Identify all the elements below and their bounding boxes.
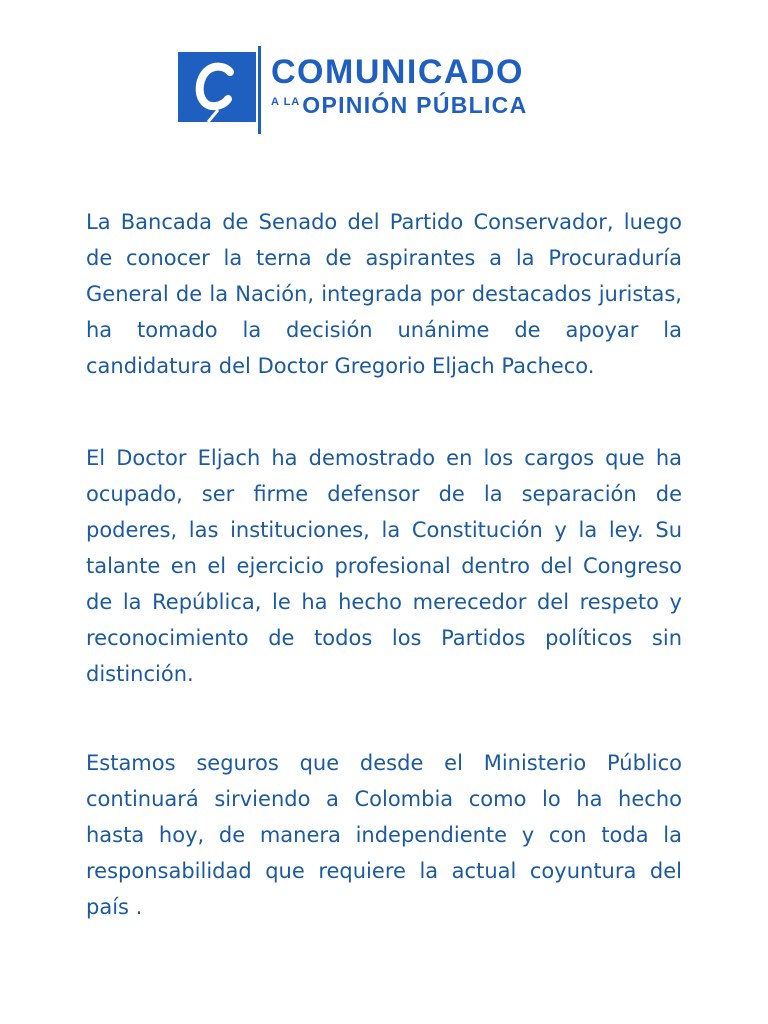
header-subtitle-prefix: A LA — [271, 96, 301, 108]
header-subtitle — [271, 92, 528, 118]
logo-divider — [258, 46, 261, 134]
paragraph-2: El Doctor Eljach ha demostrado en los cargos que ha ocupado, ser firme defensor de la separación de poderes, las instituciones, la Constitución y la ley. Su talante en el ejercicio profesional dentro del Congreso de la República, le ha hecho merecedor del respeto y reconocimiento de todos los Partidos políticos sin distinción. — [86, 446, 682, 686]
header-title: COMUNICADO — [271, 53, 524, 91]
paragraph-1: La Bancada de Senado del Partido Conservador, luego de conocer la terna de aspirantes a la Procuraduría General de la Nación, integrada por destacados juristas, ha tomado la decisión unánime de apoyar la candidatura del Doctor Gregorio Eljach Pacheco. — [86, 210, 682, 378]
paragraph-3: Estamos seguros que desde el Ministerio Público continuará sirviendo a Colombia como lo ha hecho hasta hoy, de manera independiente y con toda la responsabilidad que requiere la actual coyuntura del país . — [86, 751, 682, 919]
communique-header — [178, 46, 578, 134]
c-logo-icon — [178, 52, 256, 122]
header-subtitle-main: OPINIÓN PÚBLICA — [302, 92, 528, 118]
party-logo — [178, 52, 256, 122]
